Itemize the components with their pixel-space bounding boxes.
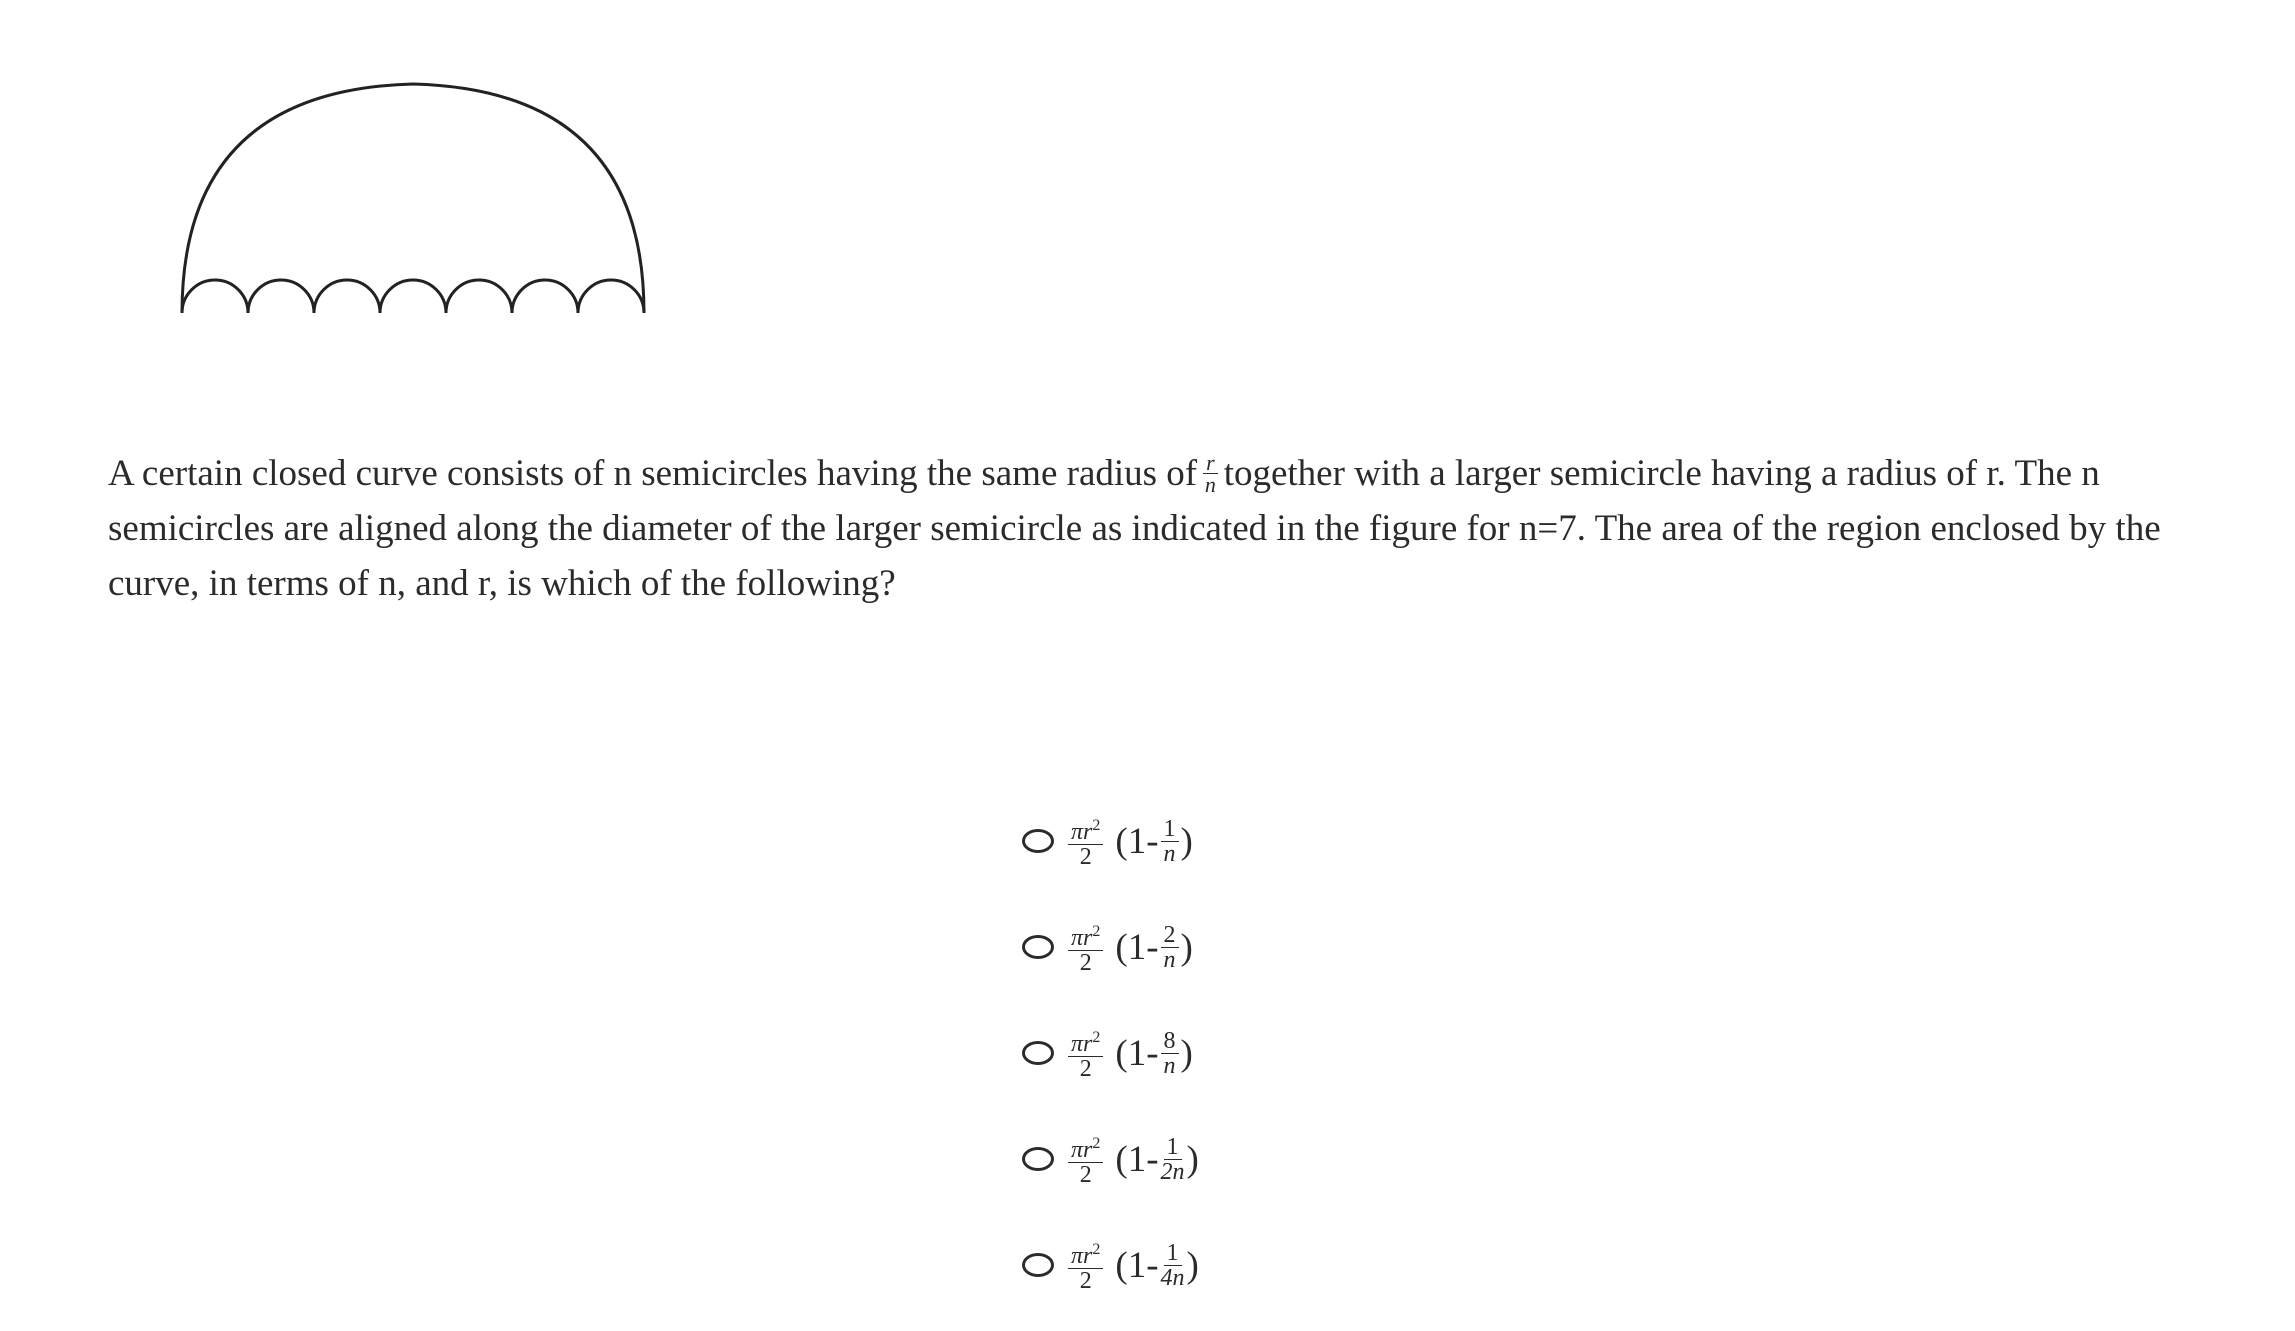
option-expression: $\frac{\pi r^2}{2}$ (1- $\frac{1}{2n}$ )	[1068, 1132, 1199, 1187]
question-part2: together with a larger semicircle having a radius of r. The n semicircles are aligned along the diameter of the larger semicircle as indicated in the figure for n=7. The area of the region enclosed by the curve, in terms of n, and r, is which of the following?	[108, 453, 2161, 604]
option-expression: $\frac{\pi r^2}{2}$ (1- $\frac{1}{n}$ )	[1068, 814, 1193, 869]
option-expression: $\frac{\pi r^2}{2}$ (1- $\frac{1}{4n}$ )	[1068, 1238, 1199, 1293]
radio-button[interactable]	[1022, 935, 1054, 959]
coefficient-fraction: $\frac{\pi r^2}{2}$	[1068, 920, 1103, 975]
radius-fraction-numerator: r	[1203, 453, 1218, 474]
subtracted-fraction: $\frac{1}{n}$	[1161, 817, 1179, 866]
answer-options	[1022, 788, 1199, 1318]
option-d[interactable]	[1022, 1106, 1199, 1212]
coefficient-fraction: $\frac{\pi r^2}{2}$	[1068, 1026, 1103, 1081]
radio-button[interactable]	[1022, 1147, 1054, 1171]
small-semicircles	[182, 280, 644, 313]
curve-diagram	[170, 70, 670, 330]
subtracted-fraction: $\frac{8}{n}$	[1161, 1029, 1179, 1078]
subtracted-fraction: $\frac{2}{n}$	[1161, 923, 1179, 972]
option-a[interactable]	[1022, 788, 1199, 894]
radio-button[interactable]	[1022, 829, 1054, 853]
option-expression: $\frac{\pi r^2}{2}$ (1- $\frac{2}{n}$ )	[1068, 920, 1193, 975]
option-b[interactable]	[1022, 894, 1199, 1000]
question-text	[108, 446, 2238, 611]
radius-fraction-denominator: n	[1204, 472, 1216, 498]
semicircle-figure	[170, 70, 670, 330]
radio-button[interactable]	[1022, 1253, 1054, 1277]
option-e[interactable]	[1022, 1212, 1199, 1318]
coefficient-fraction: $\frac{\pi r^2}{2}$	[1068, 1238, 1103, 1293]
coefficient-fraction: $\frac{\pi r^2}{2}$	[1068, 814, 1103, 869]
coefficient-fraction: $\frac{\pi r^2}{2}$	[1068, 1132, 1103, 1187]
option-c[interactable]	[1022, 1000, 1199, 1106]
option-expression: $\frac{\pi r^2}{2}$ (1- $\frac{8}{n}$ )	[1068, 1026, 1193, 1081]
radius-fraction	[1203, 450, 1218, 498]
radio-button[interactable]	[1022, 1041, 1054, 1065]
subtracted-fraction: $\frac{1}{4n}$	[1160, 1239, 1185, 1291]
subtracted-fraction: $\frac{1}{2n}$	[1160, 1133, 1185, 1185]
question-part1: A certain closed curve consists of n semicircles having the same radius of	[108, 453, 1198, 494]
